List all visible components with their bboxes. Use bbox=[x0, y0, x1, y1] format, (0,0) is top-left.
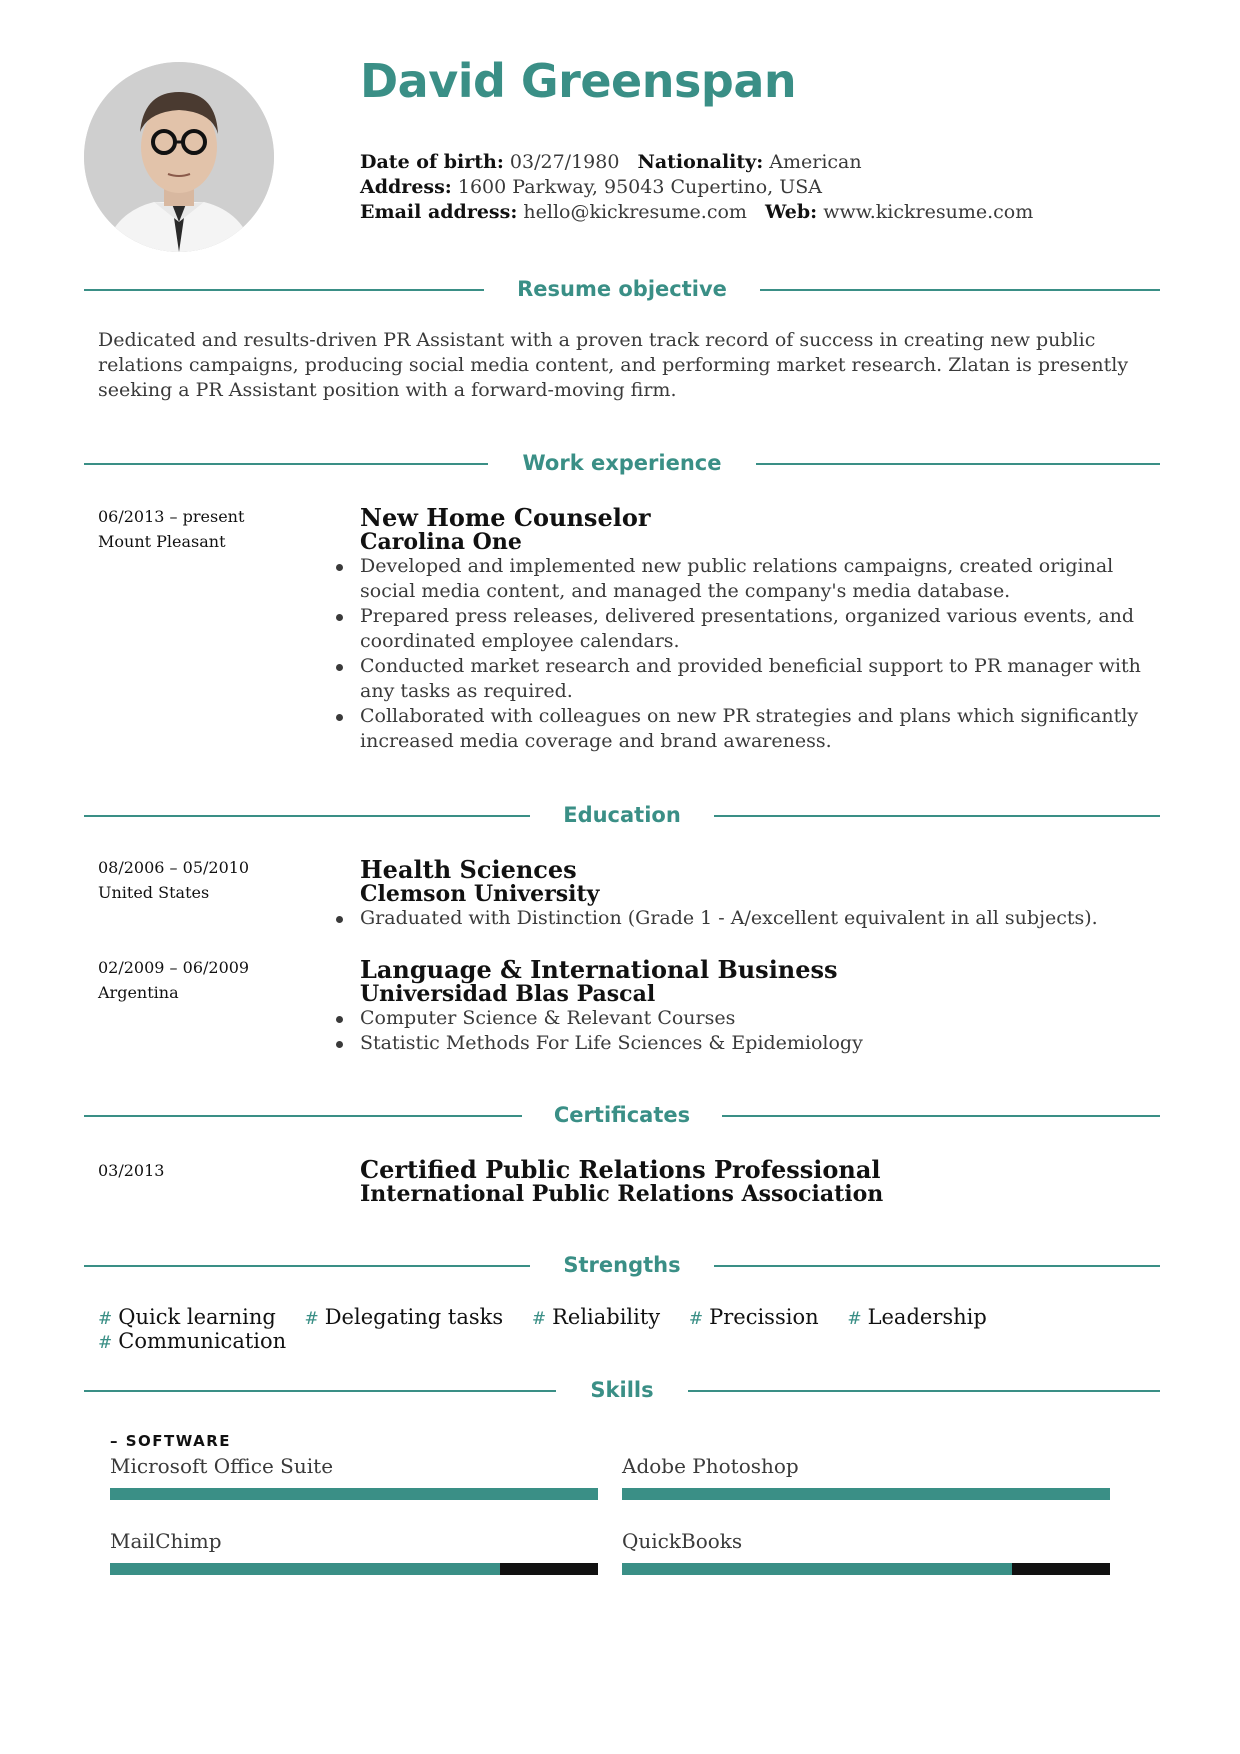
skill-bar-fill bbox=[622, 1488, 1110, 1500]
skill-name: MailChimp bbox=[110, 1529, 222, 1553]
skill-bar-fill bbox=[622, 1563, 1012, 1575]
email-value[interactable]: hello@kickresume.com bbox=[523, 201, 747, 223]
certificate-date: 03/2013 bbox=[98, 1161, 165, 1180]
profile-photo bbox=[84, 62, 274, 252]
work-location: Mount Pleasant bbox=[98, 532, 226, 551]
hash-icon: # bbox=[98, 1309, 113, 1329]
certificate-title: Certified Public Relations Professional bbox=[360, 1155, 881, 1184]
section-heading-objective bbox=[84, 274, 1160, 304]
education-location: United States bbox=[98, 883, 210, 902]
list-item: Computer Science & Relevant Courses bbox=[360, 1006, 1150, 1031]
skill-bar-fill bbox=[110, 1563, 500, 1575]
education-bullets bbox=[360, 1006, 1150, 1056]
education-date: 02/2009 – 06/2009 bbox=[98, 958, 250, 977]
section-heading-strengths bbox=[84, 1250, 1160, 1280]
education-title: Health Sciences bbox=[360, 855, 577, 884]
contact-info bbox=[360, 150, 1190, 225]
work-bullets bbox=[360, 554, 1150, 754]
work-date: 06/2013 – present bbox=[98, 507, 245, 526]
strength-tag: # Delegating tasks bbox=[304, 1305, 504, 1329]
strength-tag: # Quick learning bbox=[98, 1305, 276, 1329]
candidate-name: David Greenspan bbox=[360, 54, 797, 108]
contact-row-3 bbox=[360, 200, 1190, 225]
skill-name: Microsoft Office Suite bbox=[110, 1454, 334, 1478]
work-title: New Home Counselor bbox=[360, 503, 651, 532]
contact-row-1 bbox=[360, 150, 1190, 175]
section-title: Resume objective bbox=[517, 277, 727, 301]
strength-tag: # Leadership bbox=[847, 1305, 987, 1329]
address-value: 1600 Parkway, 95043 Cupertino, USA bbox=[457, 176, 822, 198]
nationality-value: American bbox=[769, 151, 862, 173]
dob-label: Date of birth: bbox=[360, 151, 504, 173]
section-heading-certificates bbox=[84, 1100, 1160, 1130]
nationality-label: Nationality: bbox=[637, 151, 764, 173]
list-item: Developed and implemented new public relations campaigns, created original social media content, and managed the company's media database. bbox=[360, 554, 1150, 604]
strength-tag: # Communication bbox=[98, 1329, 287, 1353]
skill-category: – SOFTWARE bbox=[110, 1432, 232, 1450]
strengths-list bbox=[98, 1305, 1158, 1353]
education-entry bbox=[360, 855, 1150, 931]
skill-bar bbox=[622, 1488, 1110, 1500]
education-entry-meta bbox=[98, 855, 249, 905]
strength-tag: # Reliability bbox=[531, 1305, 661, 1329]
work-company: Carolina One bbox=[360, 529, 522, 555]
hash-icon: # bbox=[847, 1309, 862, 1329]
objective-text: Dedicated and results-driven PR Assistant with a proven track record of success in creating new public relations campaigns, producing social media content, and performing market research. Zlatan is presently seeking a PR Assistant position with a forward-moving firm. bbox=[98, 329, 1129, 401]
certificate-issuer: International Public Relations Association bbox=[360, 1181, 884, 1207]
contact-row-2 bbox=[360, 175, 1190, 200]
list-item: Statistic Methods For Life Sciences & Epidemiology bbox=[360, 1031, 1150, 1056]
skill-bar-fill bbox=[110, 1488, 598, 1500]
work-entry-meta bbox=[98, 504, 244, 554]
section-title: Certificates bbox=[553, 1103, 691, 1127]
skill-name: QuickBooks bbox=[622, 1529, 743, 1553]
hash-icon: # bbox=[304, 1309, 319, 1329]
email-label: Email address: bbox=[360, 201, 518, 223]
web-label: Web: bbox=[764, 201, 818, 223]
skill-item bbox=[110, 1527, 598, 1575]
section-title: Skills bbox=[590, 1378, 654, 1402]
education-bullets bbox=[360, 906, 1150, 931]
section-heading-education bbox=[84, 800, 1160, 830]
web-value[interactable]: www.kickresume.com bbox=[823, 201, 1034, 223]
hash-icon: # bbox=[98, 1333, 113, 1353]
work-entry bbox=[360, 503, 1150, 754]
skill-item bbox=[110, 1452, 598, 1500]
section-title: Education bbox=[563, 803, 681, 827]
section-heading-skills bbox=[84, 1375, 1160, 1405]
skill-bar bbox=[110, 1563, 598, 1575]
skill-item bbox=[622, 1527, 1110, 1575]
section-title: Strengths bbox=[563, 1253, 681, 1277]
skill-bar bbox=[110, 1488, 598, 1500]
address-label: Address: bbox=[360, 176, 452, 198]
education-location: Argentina bbox=[98, 983, 179, 1002]
education-entry-meta bbox=[98, 955, 249, 1005]
certificate-entry bbox=[360, 1155, 1150, 1207]
skill-name: Adobe Photoshop bbox=[622, 1454, 799, 1478]
dob-value: 03/27/1980 bbox=[509, 151, 620, 173]
section-title: Work experience bbox=[522, 451, 722, 475]
education-entry bbox=[360, 955, 1150, 1056]
list-item: Conducted market research and provided beneficial support to PR manager with any tasks as required. bbox=[360, 654, 1150, 704]
section-heading-work bbox=[84, 448, 1160, 478]
education-school: Universidad Blas Pascal bbox=[360, 981, 656, 1007]
skill-item bbox=[622, 1452, 1110, 1500]
strength-tag: # Precission bbox=[688, 1305, 819, 1329]
hash-icon: # bbox=[531, 1309, 547, 1329]
list-item: Prepared press releases, delivered presentations, organized various events, and coordinated employee calendars. bbox=[360, 604, 1150, 654]
list-item: Collaborated with colleagues on new PR strategies and plans which significantly increased media coverage and brand awareness. bbox=[360, 704, 1150, 754]
education-school: Clemson University bbox=[360, 881, 600, 907]
hash-icon: # bbox=[688, 1309, 704, 1329]
list-item: Graduated with Distinction (Grade 1 - A/excellent equivalent in all subjects). bbox=[360, 906, 1150, 931]
education-date: 08/2006 – 05/2010 bbox=[98, 858, 250, 877]
profile-photo-illustration bbox=[84, 62, 274, 252]
education-title: Language & International Business bbox=[360, 955, 838, 984]
skill-bar bbox=[622, 1563, 1110, 1575]
